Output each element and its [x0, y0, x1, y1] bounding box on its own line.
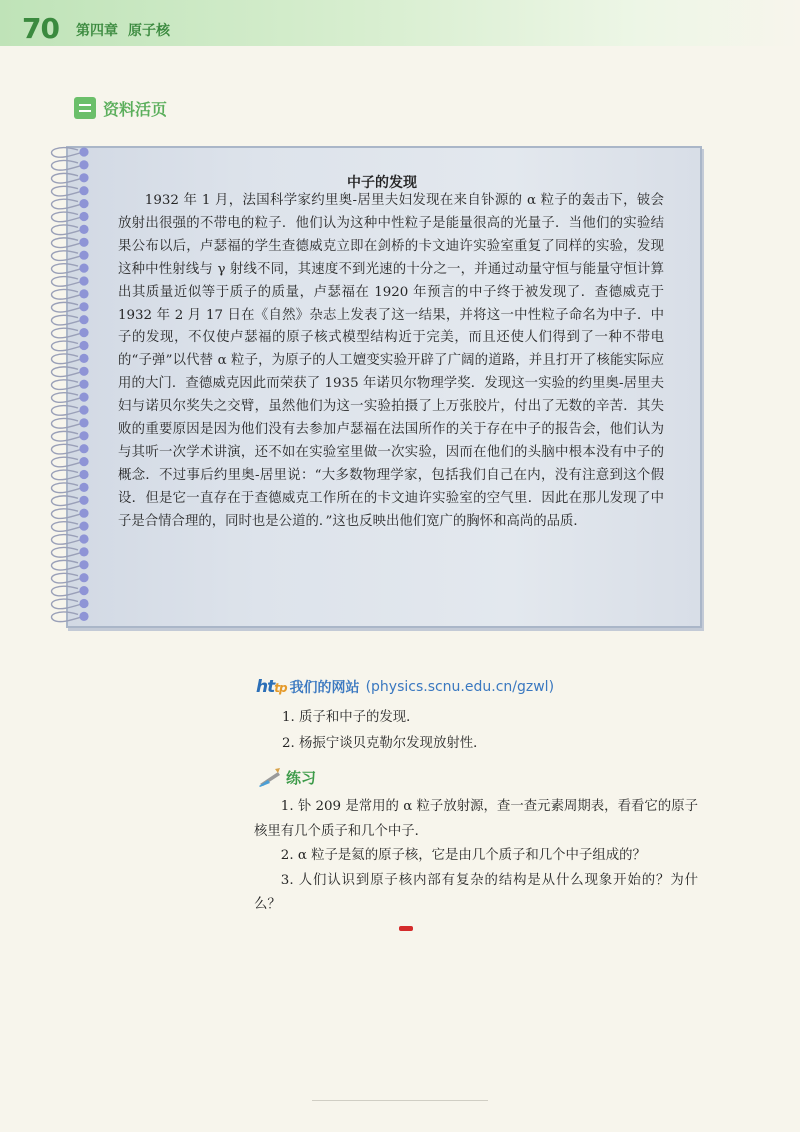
exercise-item-1: 1. 钋 209 是常用的 α 粒子放射源，查一查元素周期表，看看它的原子核里有几个质子和几个中子．	[254, 799, 698, 839]
chapter-number: 第四章	[76, 23, 118, 39]
website-list	[282, 705, 487, 757]
website-url[interactable]: (physics.scnu.edu.cn/gzwl)	[365, 679, 555, 695]
section-tag	[74, 96, 167, 120]
website-label: 我们的网站	[289, 680, 360, 696]
website-item-2: 2. 杨振宁谈贝克勒尔发现放射性．	[282, 736, 487, 751]
exercise-item-2: 2. α 粒子是氦的原子核，它是由几个质子和几个中子组成的？	[280, 848, 646, 863]
box-body-text: 1932 年 1 月，法国科学家约里奥-居里夫妇发现在来自钋源的 α 粒子的轰击下，铍会放射出很强的不带电的粒子．他们认为这种中性粒子是能量很高的光量子．当他们的实验结果公布以后，卢瑟福的学生查德威克立即在剑桥的卡文迪许实验室重复了同样的实验，发现这种中性射线与 γ 射线不同，其速度不到光速的十分之一，并通过动量守恒与能量守恒计算出其质量近似等于质子的质量，卢瑟福在 1920 年预言的中子终于被发现了．查德威克于 1932 年 2 月 17 日在《自然》杂志上发表了这一结果，并将这一中性粒子命名为中子．中子的发现，不仅使卢瑟福的原子核式模型结构近于完美，而且还使人们得到了一种不带电的“子弹”以代替 α 粒子，为原子的人工嬗变实验开辟了广阔的道路，并且打开了核能实际应用的大门．查德威克因此而荣获了 1935 年诺贝尔物理学奖．发现这一实验的约里奥-居里夫妇与诺贝尔奖失之交臂，虽然他们为这一实验拍摄了上万张胶片，付出了无数的辛苦．其失败的重要原因是因为他们没有去参加卢瑟福在法国所作的关于存在中子的报告会，他们认为与其听一次学术讲演，还不如在实验室里做一次实验，因而在他们的头脑中根本没有中子的概念．不过事后约里奥-居里说：“大多数物理学家，包括我们自己在内，没有注意到这个假设．但是它一直存在于查德威克工作所在的卡文迪许实验室的空气里．因此在那儿发现了中子是合情合理的，同时也是公道的．”这也反映出他们宽广的胸怀和高尚的品质．	[118, 193, 664, 529]
http-icon: http	[256, 677, 287, 697]
pencil-icon	[258, 766, 282, 788]
footer-line	[312, 1100, 488, 1101]
page-number: 70	[22, 12, 59, 45]
red-pen-mark	[399, 926, 413, 931]
website-heading	[256, 677, 554, 697]
exercise-list	[254, 795, 698, 918]
chapter-heading	[76, 20, 180, 40]
website-item-1: 1. 质子和中子的发现．	[282, 710, 420, 725]
exercise-label: 练习	[286, 768, 317, 787]
document-icon	[74, 97, 96, 119]
spiral-binding-icon	[40, 140, 96, 630]
exercise-item-3: 3. 人们认识到原子核内部有复杂的结构是从什么现象开始的？为什么？	[254, 872, 698, 912]
section-label: 资料活页	[103, 99, 168, 119]
page-header	[0, 0, 800, 46]
chapter-title: 原子核	[128, 23, 170, 39]
box-title: 中子的发现	[347, 175, 417, 191]
exercise-heading	[258, 766, 316, 788]
